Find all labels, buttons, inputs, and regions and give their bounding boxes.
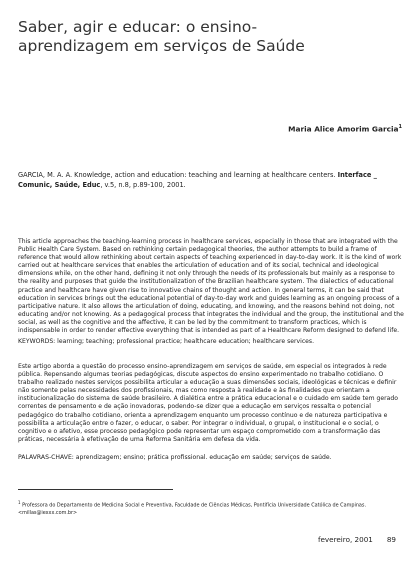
citation-text: GARCIA, M. A. A. Knowledge, action and education: teaching and learning at healthcare centers.: [18, 171, 336, 179]
page-number: 89: [386, 535, 396, 544]
citation-journal-2: Comunic, Saúde, Educ: [18, 181, 101, 189]
footnote-marker: 1: [18, 500, 21, 505]
author-name-text: Maria Alice Amorim Garcia: [288, 124, 399, 134]
title-line-1: Saber, agir e educar: o ensino-: [18, 18, 258, 36]
title-line-2: aprendizagem em serviços de Saúde: [18, 37, 305, 55]
citation: [18, 170, 398, 190]
abstract-text: This article approaches the teaching-learning process in healthcare services, especially in those that are integrated with the Public Health Care System. Based on rethinking certain pedagogical theories, the author attempts to build a frame of reference that would allow rethinking about certain aspects of teaching experienced in day-to-day work. It is the kind of work carried out at healthcare services that enables the articulation of education and of its social, technical and ideological dimensions while, on the other hand, defining it not only through the needs of its professionals but mainly as a response to the reality and purposes that guide the institutionalization of the Brazilian healthcare system. The dialectics of educational practice and healthcare have given rise to innovative chains of thought and action. In general terms, it can be said that education in services brings out the educational potential of day-to-day work and guides learning as an ongoing process of a participative nature. It also allows the articulation of doing, educating, and knowing, and the reasons behind not doing, not educating and/or not knowing. As a pedagogical process that integrates the individual and the group, the institutional and the social, as well as the cognitive and the affective, it can be led by the commitment to transform practices, which is indispensable in order to render effective everything that is intended as part of a Healthcare Reform designed to defend life.: [18, 238, 404, 335]
article-title: [18, 18, 398, 56]
footnote: [18, 499, 404, 517]
citation-rest: , v.5, n.8, p.89-100, 2001.: [100, 181, 186, 189]
palavras-chave: PALAVRAS-CHAVE: aprendizagem; ensino; prática profissional. educação em saúde; serviços de saúde.: [18, 454, 332, 461]
page-footer: [318, 535, 396, 544]
citation-journal-1: Interface _: [337, 171, 377, 179]
author-note-marker: 1: [398, 124, 402, 130]
author-name: [288, 124, 402, 133]
footnote-text: Professora do Departamento de Medicina Social e Preventiva, Faculdade de Ciências Médicas, Pontifícia Universidade Católica de Campinas. <millas@iexxx.com.br>: [18, 502, 367, 516]
resumo-text: Este artigo aborda a questão do processo ensino-aprendizagem em serviços de saúde, em especial os integrados à rede pública. Repensando algumas teorias pedagógicas, discute aspectos do ensino experimentado no trabalho cotidiano. O trabalho realizado nestes serviços possibilita articular a educação a suas dimensões sociais, ideológicas e técnicas e definir não somente pelas necessidades dos profissionais, mas como resposta à realidade e às finalidades que orientam a institucionalização do sistema de saúde brasileiro. A dialética entre a prática educacional e o cuidado em saúde tem gerado correntes de pensamento e de ação inovadoras, podendo-se dizer que a educação em serviços ressalta o potencial pedagógico do trabalho cotidiano, orienta a aprendizagem enquanto um processo contínuo e de natureza participativa e possibilita a articulação entre o fazer, o educar, o saber. Por integrar o individual, o grupal, o institucional e o social, o cognitivo e o afetivo, esse processo pedagógico pode representar um espaço comprometido com a transformação das práticas, necessária à efetivação de uma Reforma Sanitária em defesa da vida.: [18, 363, 398, 443]
footnote-divider: [18, 489, 173, 490]
footer-date: fevereiro, 2001: [317, 535, 373, 544]
keywords: KEYWORDS: learning; teaching; professional practice; healthcare education; healthcare services.: [18, 338, 315, 345]
